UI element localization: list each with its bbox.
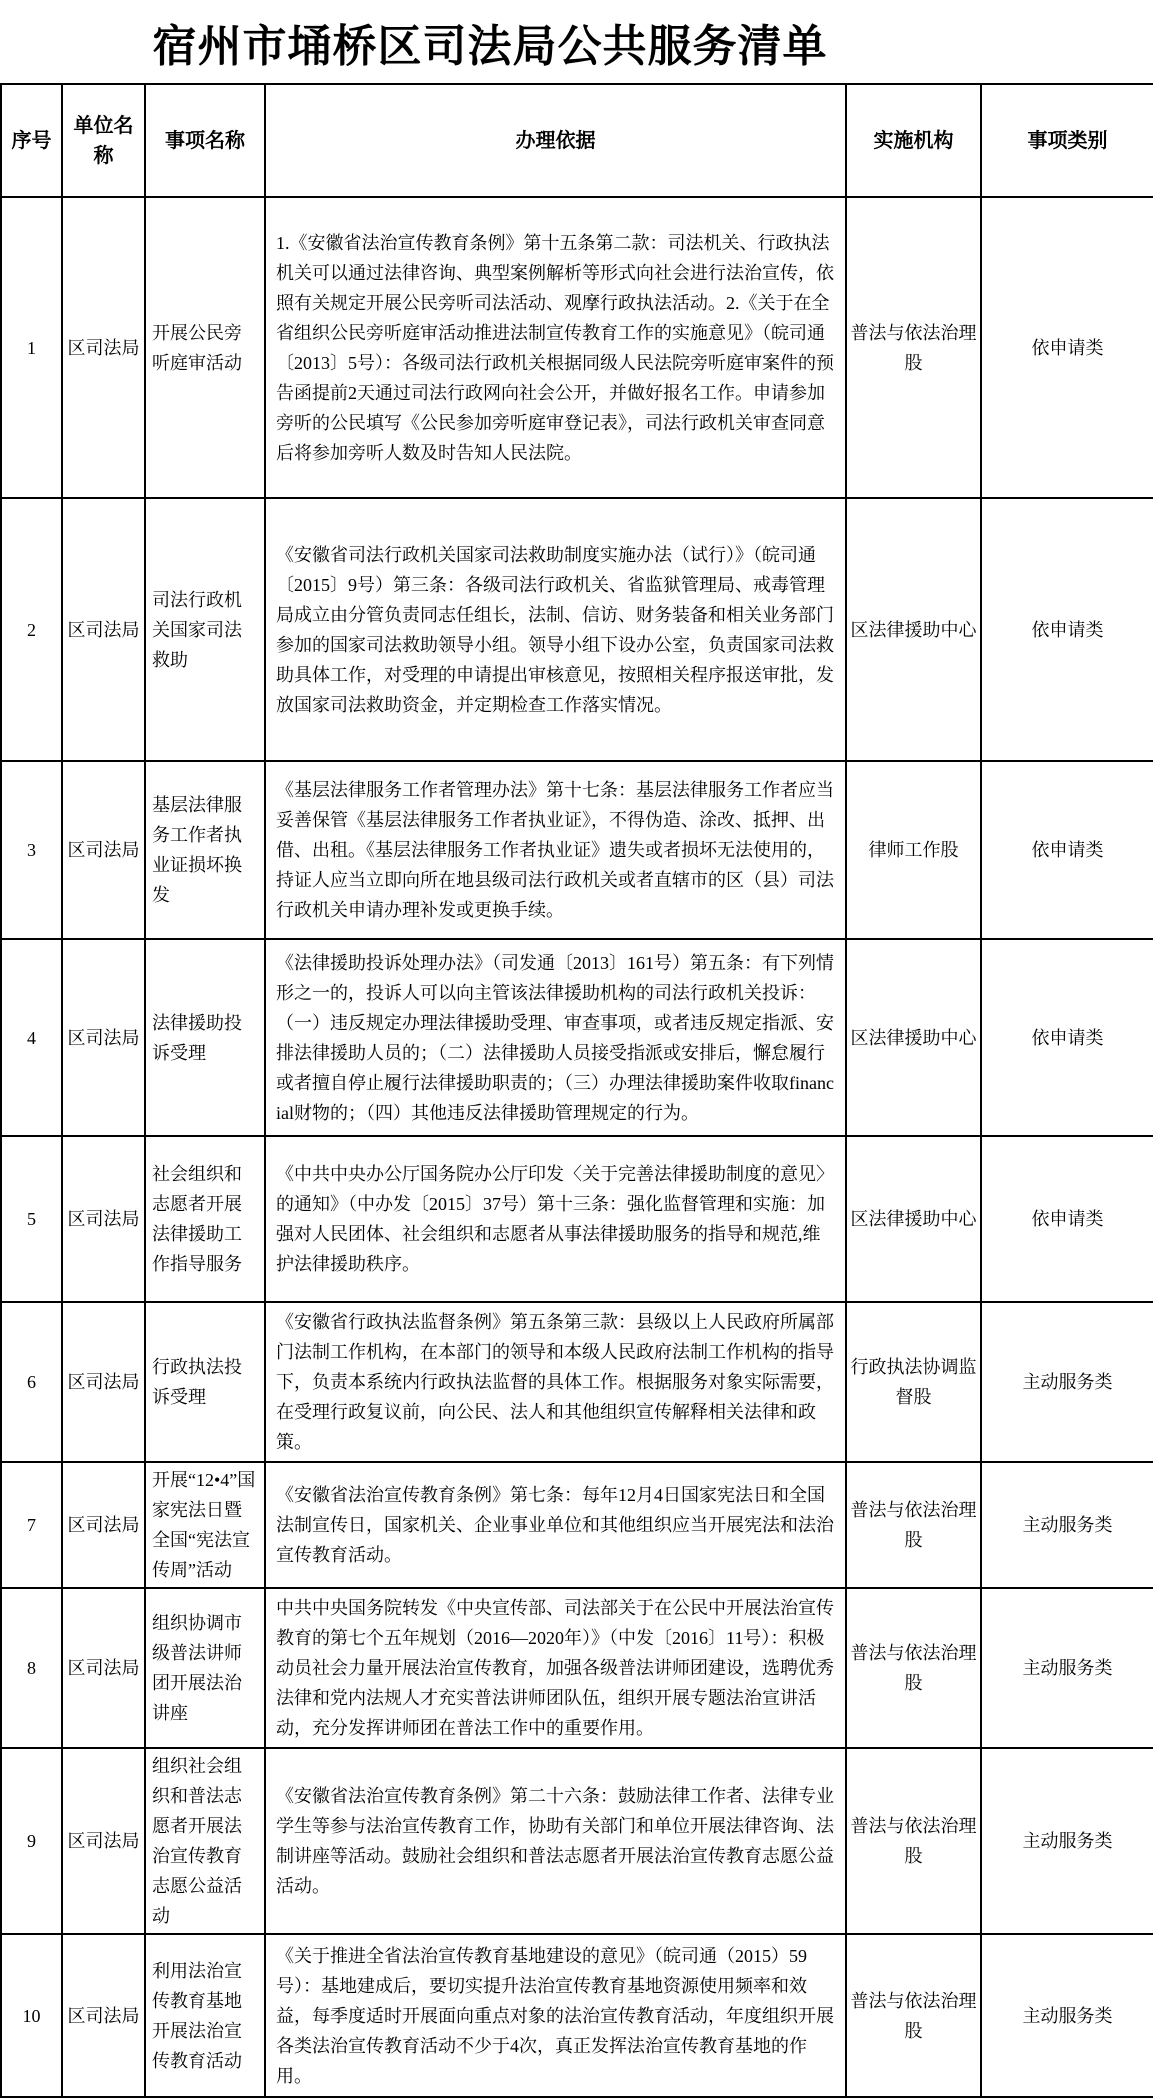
table-row: [1, 1136, 1153, 1302]
header-serial-number: 序号: [1, 84, 62, 197]
item-name-cell: 司法行政机关国家司法救助: [145, 498, 265, 761]
agency-cell: 普法与依法治理股: [846, 197, 981, 498]
category-cell: 依申请类: [981, 197, 1153, 498]
agency-cell: 普法与依法治理股: [846, 1934, 981, 2097]
category-cell: 依申请类: [981, 761, 1153, 939]
row-number-cell: 3: [1, 761, 62, 939]
header-item-category: 事项类别: [981, 84, 1153, 197]
item-name-cell: 法律援助投诉受理: [145, 939, 265, 1136]
unit-name-cell: 区司法局: [62, 1934, 145, 2097]
item-name-cell: 组织协调市级普法讲师团开展法治讲座: [145, 1588, 265, 1748]
unit-name-cell: 区司法局: [62, 1136, 145, 1302]
unit-name-cell: 区司法局: [62, 761, 145, 939]
table-row: [1, 197, 1153, 498]
agency-cell: 普法与依法治理股: [846, 1462, 981, 1588]
item-name-cell: 开展公民旁听庭审活动: [145, 197, 265, 498]
header-handling-basis: 办理依据: [265, 84, 846, 197]
basis-cell: 《基层法律服务工作者管理办法》第十七条：基层法律服务工作者应当妥善保管《基层法律服务工作者执业证》，不得伪造、涂改、抵押、出借、出租。《基层法律服务工作者执业证》遗失或者损坏无法使用的，持证人应当立即向所在地县级司法行政机关或者直辖市的区（县）司法行政机关申请办理补发或更换手续。: [265, 761, 846, 939]
basis-cell: 1.《安徽省法治宣传教育条例》第十五条第二款：司法机关、行政执法机关可以通过法律咨询、典型案例解析等形式向社会进行法治宣传，依照有关规定开展公民旁听司法活动、观摩行政执法活动。2.《关于在全省组织公民旁听庭审活动推进法制宣传教育工作的实施意见》（皖司通〔2013〕5号）：各级司法行政机关根据同级人民法院旁听庭审案件的预告函提前2天通过司法行政网向社会公开，并做好报名工作。申请参加旁听的公民填写《公民参加旁听庭审登记表》，司法行政机关审查同意后将参加旁听人数及时告知人民法院。: [265, 197, 846, 498]
category-cell: 主动服务类: [981, 1934, 1153, 2097]
basis-cell: 《安徽省法治宣传教育条例》第二十六条：鼓励法律工作者、法律专业学生等参与法治宣传教育工作，协助有关部门和单位开展法律咨询、法制讲座等活动。鼓励社会组织和普法志愿者开展法治宣传教育志愿公益活动。: [265, 1748, 846, 1934]
basis-cell: 《安徽省法治宣传教育条例》第七条：每年12月4日国家宪法日和全国法制宣传日，国家机关、企业事业单位和其他组织应当开展宪法和法治宣传教育活动。: [265, 1462, 846, 1588]
basis-cell: 《关于推进全省法治宣传教育基地建设的意见》（皖司通（2015）59号）：基地建成后，要切实提升法治宣传教育基地资源使用频率和效益，每季度适时开展面向重点对象的法治宣传教育活动，年度组织开展各类法治宣传教育活动不少于4次，真正发挥法治宣传教育基地的作用。: [265, 1934, 846, 2097]
table-row: [1, 1588, 1153, 1748]
table-row: [1, 1934, 1153, 2097]
table-header: [1, 84, 1153, 197]
unit-name-cell: 区司法局: [62, 1302, 145, 1462]
row-number-cell: 6: [1, 1302, 62, 1462]
title-bar: [0, 0, 980, 83]
header-unit-name: 单位名称: [62, 84, 145, 197]
agency-cell: 区法律援助中心: [846, 498, 981, 761]
header-row: [1, 84, 1153, 197]
basis-cell: 《安徽省行政执法监督条例》第五条第三款：县级以上人民政府所属部门法制工作机构，在本部门的领导和本级人民政府法制工作机构的指导下，负责本系统内行政执法监督的具体工作。根据服务对象实际需要，在受理行政复议前，向公民、法人和其他组织宣传解释相关法律和政策。: [265, 1302, 846, 1462]
category-cell: 主动服务类: [981, 1302, 1153, 1462]
unit-name-cell: 区司法局: [62, 1748, 145, 1934]
row-number-cell: 4: [1, 939, 62, 1136]
row-number-cell: 7: [1, 1462, 62, 1588]
service-table: [0, 83, 1153, 2098]
category-cell: 依申请类: [981, 498, 1153, 761]
row-number-cell: 8: [1, 1588, 62, 1748]
basis-cell: 中共中央国务院转发《中央宣传部、司法部关于在公民中开展法治宣传教育的第七个五年规划（2016—2020年）》（中发〔2016〕11号）：积极动员社会力量开展法治宣传教育，加强各级普法讲师团建设，选聘优秀法律和党内法规人才充实普法讲师团队伍，组织开展专题法治宣讲活动，充分发挥讲师团在普法工作中的重要作用。: [265, 1588, 846, 1748]
unit-name-cell: 区司法局: [62, 197, 145, 498]
item-name-cell: 利用法治宣传教育基地开展法治宣传教育活动: [145, 1934, 265, 2097]
unit-name-cell: 区司法局: [62, 1462, 145, 1588]
page-title: 宿州市埇桥区司法局公共服务清单: [152, 21, 828, 71]
item-name-cell: 组织社会组织和普法志愿者开展法治宣传教育志愿公益活动: [145, 1748, 265, 1934]
category-cell: 主动服务类: [981, 1462, 1153, 1588]
unit-name-cell: 区司法局: [62, 1588, 145, 1748]
unit-name-cell: 区司法局: [62, 498, 145, 761]
basis-cell: 《安徽省司法行政机关国家司法救助制度实施办法（试行）》（皖司通〔2015〕9号）第三条：各级司法行政机关、省监狱管理局、戒毒管理局成立由分管负责同志任组长，法制、信访、财务装备和相关业务部门参加的国家司法救助领导小组。领导小组下设办公室，负责国家司法救助具体工作，对受理的申请提出审核意见，按照相关程序报送审批，发放国家司法救助资金，并定期检查工作落实情况。: [265, 498, 846, 761]
row-number-cell: 2: [1, 498, 62, 761]
agency-cell: 普法与依法治理股: [846, 1748, 981, 1934]
table-row: [1, 1748, 1153, 1934]
table-row: [1, 1462, 1153, 1588]
agency-cell: 普法与依法治理股: [846, 1588, 981, 1748]
header-implementing-agency: 实施机构: [846, 84, 981, 197]
basis-cell: 《法律援助投诉处理办法》（司发通〔2013〕161号）第五条：有下列情形之一的，投诉人可以向主管该法律援助机构的司法行政机关投诉：（一）违反规定办理法律援助受理、审查事项，或者违反规定指派、安排法律援助人员的；（二）法律援助人员接受指派或安排后，懈怠履行或者擅自停止履行法律援助职责的；（三）办理法律援助案件收取financial财物的；（四）其他违反法律援助管理规定的行为。: [265, 939, 846, 1136]
row-number-cell: 1: [1, 197, 62, 498]
header-item-name: 事项名称: [145, 84, 265, 197]
item-name-cell: 行政执法投诉受理: [145, 1302, 265, 1462]
table-row: [1, 761, 1153, 939]
agency-cell: 区法律援助中心: [846, 1136, 981, 1302]
table-row: [1, 939, 1153, 1136]
category-cell: 依申请类: [981, 1136, 1153, 1302]
agency-cell: 律师工作股: [846, 761, 981, 939]
agency-cell: 区法律援助中心: [846, 939, 981, 1136]
row-number-cell: 9: [1, 1748, 62, 1934]
category-cell: 主动服务类: [981, 1748, 1153, 1934]
row-number-cell: 5: [1, 1136, 62, 1302]
basis-cell: 《中共中央办公厅国务院办公厅印发〈关于完善法律援助制度的意见〉的通知》（中办发〔2015〕37号）第十三条：强化监督管理和实施：加强对人民团体、社会组织和志愿者从事法律援助服务的指导和规范,维护法律援助秩序。: [265, 1136, 846, 1302]
table-row: [1, 498, 1153, 761]
table-row: [1, 1302, 1153, 1462]
row-number-cell: 10: [1, 1934, 62, 2097]
unit-name-cell: 区司法局: [62, 939, 145, 1136]
item-name-cell: 开展“12•4”国家宪法日暨全国“宪法宣传周”活动: [145, 1462, 265, 1588]
agency-cell: 行政执法协调监督股: [846, 1302, 981, 1462]
category-cell: 依申请类: [981, 939, 1153, 1136]
category-cell: 主动服务类: [981, 1588, 1153, 1748]
item-name-cell: 基层法律服务工作者执业证损坏换发: [145, 761, 265, 939]
item-name-cell: 社会组织和志愿者开展法律援助工作指导服务: [145, 1136, 265, 1302]
service-table-body: [1, 197, 1153, 2097]
